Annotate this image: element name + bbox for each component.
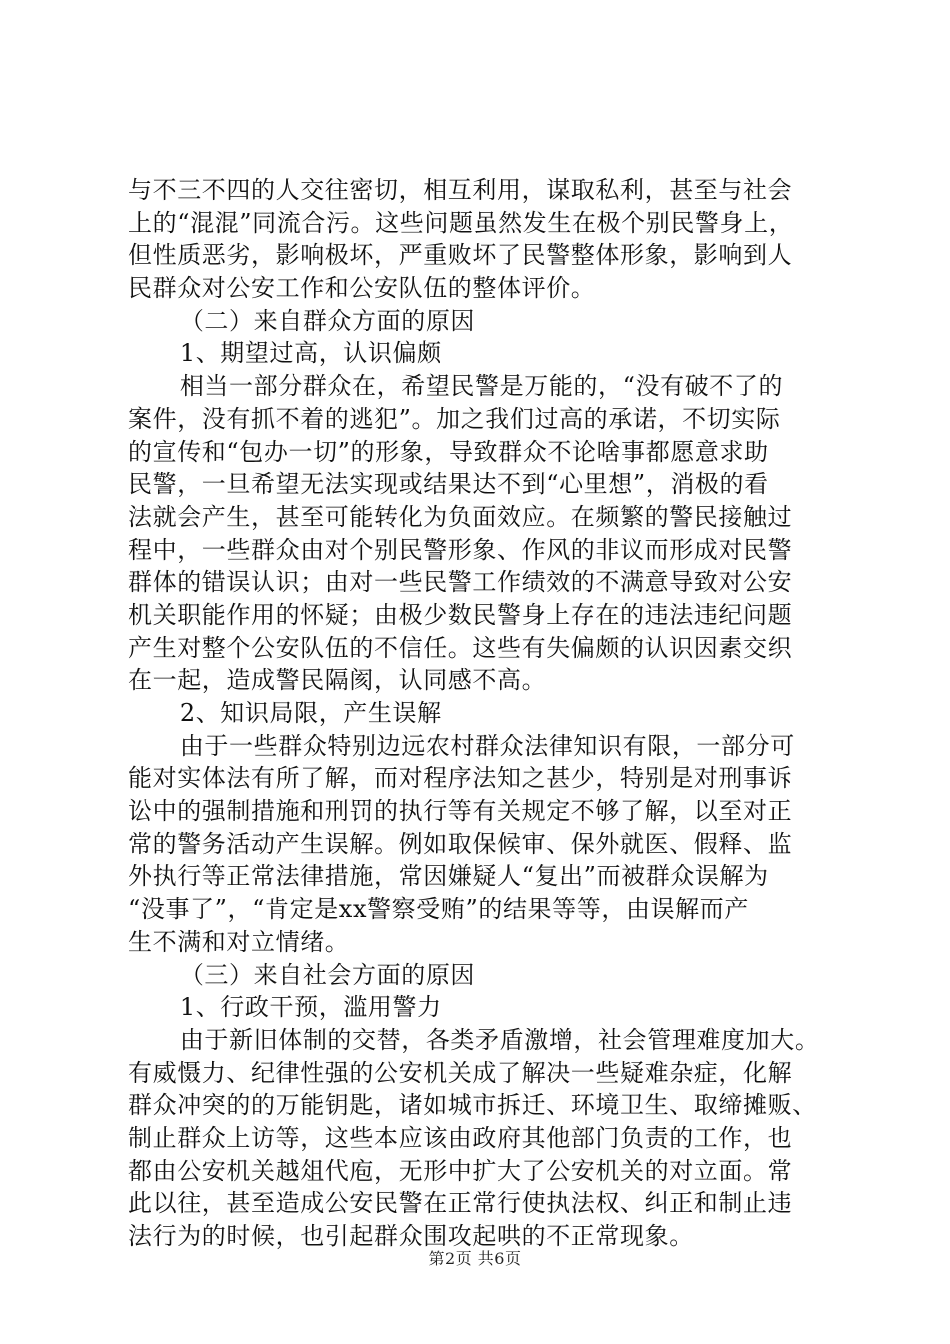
text-line: 机关职能作用的怀疑；由极少数民警身上存在的违法违纪问题 bbox=[128, 600, 793, 629]
text-line: 制止群众上访等，这些本应该由政府其他部门负责的工作，也 bbox=[128, 1123, 793, 1152]
text-line: 1、行政干预，滥用警力 bbox=[179, 993, 442, 1022]
text-line: 群众冲突的的万能钥匙，诸如城市拆迁、环境卫生、取缔摊贩、 bbox=[128, 1091, 817, 1120]
text-line: 民警，一旦希望无法实现或结果达不到“心里想”，消极的看 bbox=[128, 470, 769, 499]
text-line: 能对实体法有所了解，而对程序法知之甚少，特别是对刑事诉 bbox=[128, 764, 793, 793]
text-line: 1、期望过高，认识偏颇 bbox=[179, 339, 442, 368]
text-line: “没事了”，“肯定是xx警察受贿”的结果等等，由误解而产 bbox=[128, 895, 749, 924]
page-footer: 第2页 共6页 bbox=[428, 1249, 522, 1268]
text-line: 此以往，甚至造成公安民警在正常行使执法权、纠正和制止违 bbox=[128, 1189, 793, 1218]
text-line: 外执行等正常法律措施，常因嫌疑人“复出”而被群众误解为 bbox=[128, 862, 769, 891]
text-line: 上的“混混”同流合污。这些问题虽然发生在极个别民警身上， bbox=[128, 208, 794, 237]
text-line: 法行为的时候，也引起群众围攻起哄的不正常现象。 bbox=[128, 1222, 694, 1250]
text-line: 产生对整个公安队伍的不信任。这些有失偏颇的认识因素交织 bbox=[128, 633, 793, 662]
text-line: （二）来自群众方面的原因 bbox=[179, 306, 476, 335]
text-line: （三）来自社会方面的原因 bbox=[179, 960, 476, 989]
text-line: 讼中的强制措施和刑罚的执行等有关规定不够了解，以至对正 bbox=[128, 797, 793, 826]
text-line: 程中，一些群众由对个别民警形象、作风的非议而形成对民警 bbox=[128, 535, 793, 564]
text-line: 都由公安机关越俎代庖，无形中扩大了公安机关的对立面。常 bbox=[128, 1156, 793, 1185]
text-line: 由于新旧体制的交替，各类矛盾激增，社会管理难度加大。 bbox=[179, 1025, 820, 1054]
text-line: 案件，没有抓不着的逃犯”。加之我们过高的承诺，不切实际 bbox=[128, 404, 781, 433]
text-line: 民群众对公安工作和公安队伍的整体评价。 bbox=[128, 274, 596, 303]
text-line: 群体的错误认识；由对一些民警工作绩效的不满意导致对公安 bbox=[128, 568, 793, 597]
text-line: 但性质恶劣，影响极坏，严重败坏了民警整体形象，影响到人 bbox=[128, 241, 793, 270]
text-line: 法就会产生，甚至可能转化为负面效应。在频繁的警民接触过 bbox=[128, 502, 793, 531]
text-line: 与不三不四的人交往密切，相互利用，谋取私利，甚至与社会 bbox=[128, 176, 793, 204]
text-line: 生不满和对立情绪。 bbox=[128, 927, 350, 956]
text-line: 有威慑力、纪律性强的公安机关成了解决一些疑难杂症，化解 bbox=[128, 1058, 793, 1087]
document-body bbox=[128, 174, 828, 1253]
text-line: 的宣传和“包办一切”的形象，导致群众不论啥事都愿意求助 bbox=[128, 437, 769, 466]
text-line: 2、知识局限，产生误解 bbox=[179, 699, 442, 727]
text-line: 相当一部分群众在，希望民警是万能的，“没有破不了的 bbox=[179, 372, 784, 401]
text-line: 在一起，造成警民隔阂，认同感不高。 bbox=[128, 666, 547, 695]
text-line: 由于一些群众特别边远农村群众法律知识有限，一部分可 bbox=[179, 731, 795, 760]
text-line: 常的警务活动产生误解。例如取保候审、保外就医、假释、监 bbox=[128, 829, 793, 858]
